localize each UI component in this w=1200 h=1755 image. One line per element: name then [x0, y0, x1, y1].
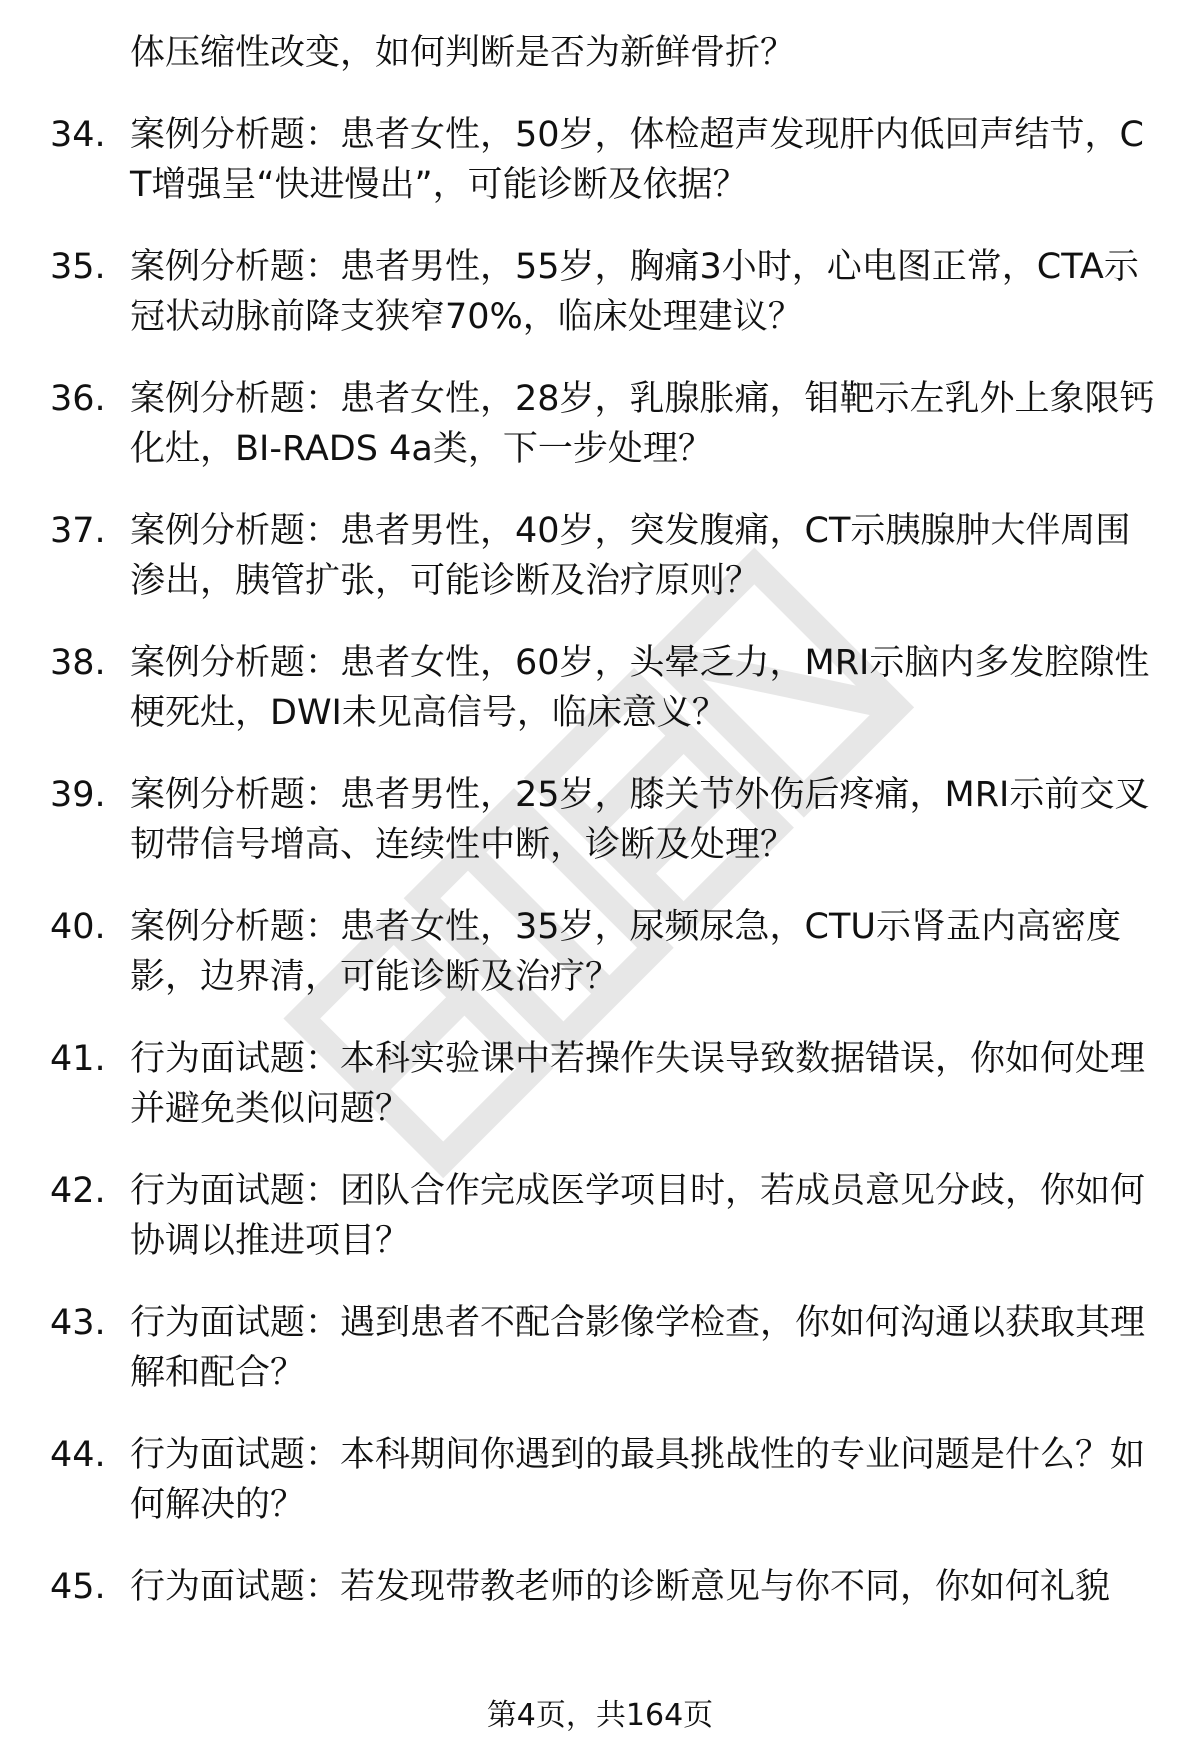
question-number: 45.: [50, 1567, 106, 1607]
question-list: [50, 110, 1160, 1612]
question-number: 37.: [50, 511, 106, 551]
question-text: 案例分析题：患者男性，25岁，膝关节外伤后疼痛，MRI示前交叉韧带信号增高、连续性中断，诊断及处理？: [130, 775, 1150, 865]
list-item: [50, 638, 1160, 738]
question-number: 39.: [50, 775, 106, 815]
question-text: 行为面试题：本科实验课中若操作失误导致数据错误，你如何处理并避免类似问题？: [130, 1039, 1146, 1129]
question-number: 36.: [50, 379, 106, 419]
question-text: 行为面试题：若发现带教老师的诊断意见与你不同，你如何礼貌: [130, 1567, 1111, 1607]
list-item: [50, 110, 1160, 210]
question-number: 41.: [50, 1039, 106, 1079]
question-text: 案例分析题：患者女性，50岁，体检超声发现肝内低回声结节，CT增强呈“快进慢出”，可能诊断及依据？: [130, 115, 1144, 205]
question-number: 35.: [50, 247, 106, 287]
question-number: 40.: [50, 907, 106, 947]
question-number: 43.: [50, 1303, 106, 1343]
list-item: [50, 1562, 1160, 1612]
question-number: 42.: [50, 1171, 106, 1211]
list-item: [50, 770, 1160, 870]
question-text: 行为面试题：团队合作完成医学项目时，若成员意见分歧，你如何协调以推进项目？: [130, 1171, 1146, 1261]
list-item: [50, 506, 1160, 606]
question-text: 案例分析题：患者男性，55岁，胸痛3小时，心电图正常，CTA示冠状动脉前降支狭窄70%，临床处理建议？: [130, 247, 1139, 337]
list-item: [50, 1166, 1160, 1266]
question-text: 案例分析题：患者女性，60岁，头晕乏力，MRI示脑内多发腔隙性梗死灶，DWI未见高信号，临床意义？: [130, 643, 1150, 733]
continuation-line: 体压缩性改变，如何判断是否为新鲜骨折？: [130, 33, 796, 73]
question-text: 案例分析题：患者女性，35岁，尿频尿急，CTU示肾盂内高密度影，边界清，可能诊断及治疗？: [130, 907, 1121, 997]
question-number: 38.: [50, 643, 106, 683]
question-number: 34.: [50, 115, 106, 155]
question-text: 行为面试题：本科期间你遇到的最具挑战性的专业问题是什么？如何解决的？: [130, 1435, 1146, 1525]
question-text: 案例分析题：患者女性，28岁，乳腺胀痛，钼靶示左乳外上象限钙化灶，BI-RADS 4a类，下一步处理？: [130, 379, 1155, 469]
document-body: [50, 28, 1160, 1644]
list-item: [50, 902, 1160, 1002]
question-number: 44.: [50, 1435, 106, 1475]
list-item: [50, 1298, 1160, 1398]
list-item: [50, 1034, 1160, 1134]
question-text: 行为面试题：遇到患者不配合影像学检查，你如何沟通以获取其理解和配合？: [130, 1303, 1146, 1393]
list-item: [50, 242, 1160, 342]
question-text: 案例分析题：患者男性，40岁，突发腹痛，CT示胰腺肿大伴周围渗出，胰管扩张，可能诊断及治疗原则？: [130, 511, 1131, 601]
list-item: [50, 1430, 1160, 1530]
page-number-footer: 第4页，共164页: [486, 1698, 714, 1733]
list-item: [50, 374, 1160, 474]
